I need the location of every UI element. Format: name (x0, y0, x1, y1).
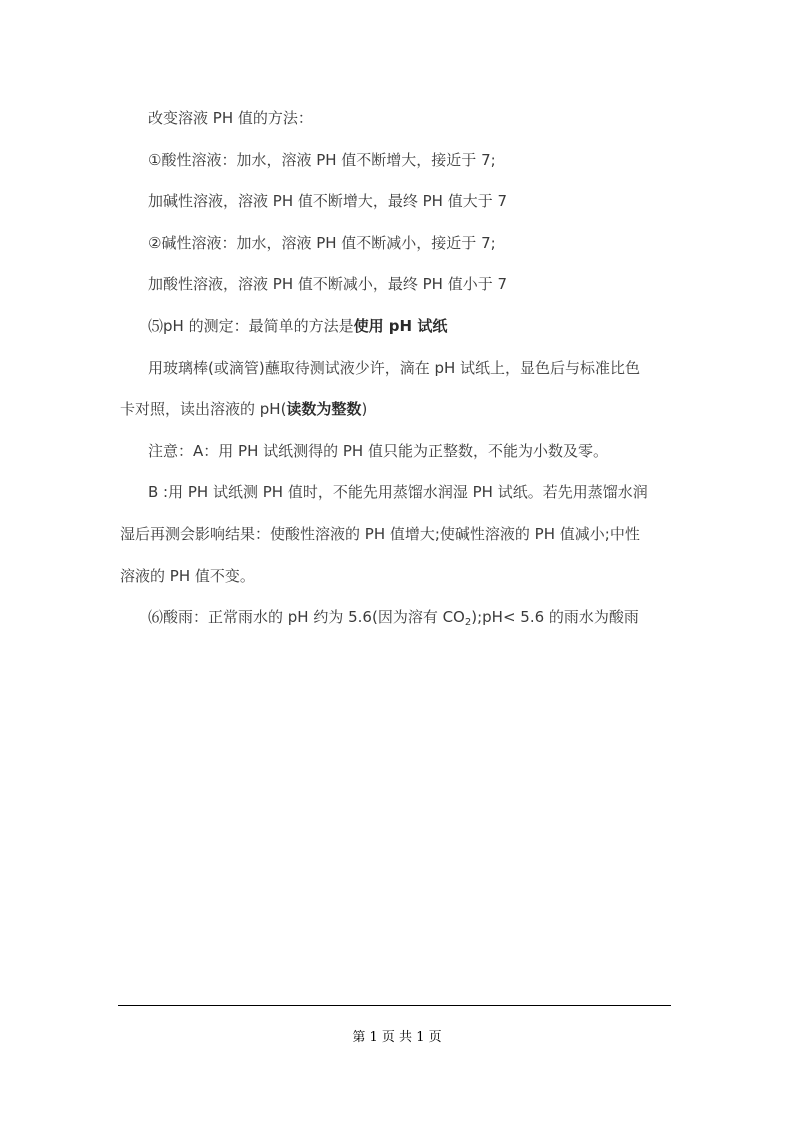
note-b-line-2: 湿后再测会影响结果：使酸性溶液的 PH 值增大;使碱性溶液的 PH 值减小;中性 (120, 525, 640, 543)
ph-measurement-emphasis: 使用 pH 试纸 (353, 317, 448, 335)
acid-rain-definition: );pH< 5.6 的雨水为酸雨 (471, 608, 639, 626)
base-add-acid-line: 加酸性溶液，溶液 PH 值不断减小，最终 PH 值小于 7 (148, 275, 508, 293)
ph-measurement-text: ⑸pH 的测定：最简单的方法是 (148, 317, 354, 335)
footer-divider (118, 1005, 671, 1006)
co2-subscript: 2 (464, 617, 472, 628)
ph-measurement-heading (148, 316, 447, 336)
note-b-line-3: 溶液的 PH 值不变。 (120, 567, 255, 585)
page-number: 第 1 页 共 1 页 (352, 1030, 442, 1045)
method-line-2-close: ) (361, 400, 368, 418)
section-title: 改变溶液 PH 值的方法： (148, 109, 313, 127)
acid-rain-text: ⑹酸雨：正常雨水的 pH 约为 5.6(因为溶有 CO (148, 608, 465, 626)
note-b-line-1: B :用 PH 试纸测 PH 值时，不能先用蒸馏水润湿 PH 试纸。若先用蒸馏水润 (148, 483, 648, 501)
acid-rain-line (148, 607, 639, 627)
note-a: 注意：A：用 PH 试纸测得的 PH 值只能为正整数，不能为小数及零。 (148, 442, 608, 460)
acid-add-base-line: 加碱性溶液，溶液 PH 值不断增大，最终 PH 值大于 7 (148, 192, 508, 210)
base-solution-item: ②碱性溶液：加水，溶液 PH 值不断减小，接近于 7; (148, 234, 496, 252)
method-line-1: 用玻璃棒(或滴管)蘸取待测试液少许，滴在 pH 试纸上，显色后与标准比色 (148, 359, 641, 377)
method-line-2-text: 卡对照，读出溶液的 pH( (120, 400, 287, 418)
method-line-2 (120, 399, 367, 419)
method-line-2-emphasis: 读数为整数 (286, 400, 362, 418)
acid-solution-item: ①酸性溶液：加水，溶液 PH 值不断增大，接近于 7; (148, 151, 496, 169)
